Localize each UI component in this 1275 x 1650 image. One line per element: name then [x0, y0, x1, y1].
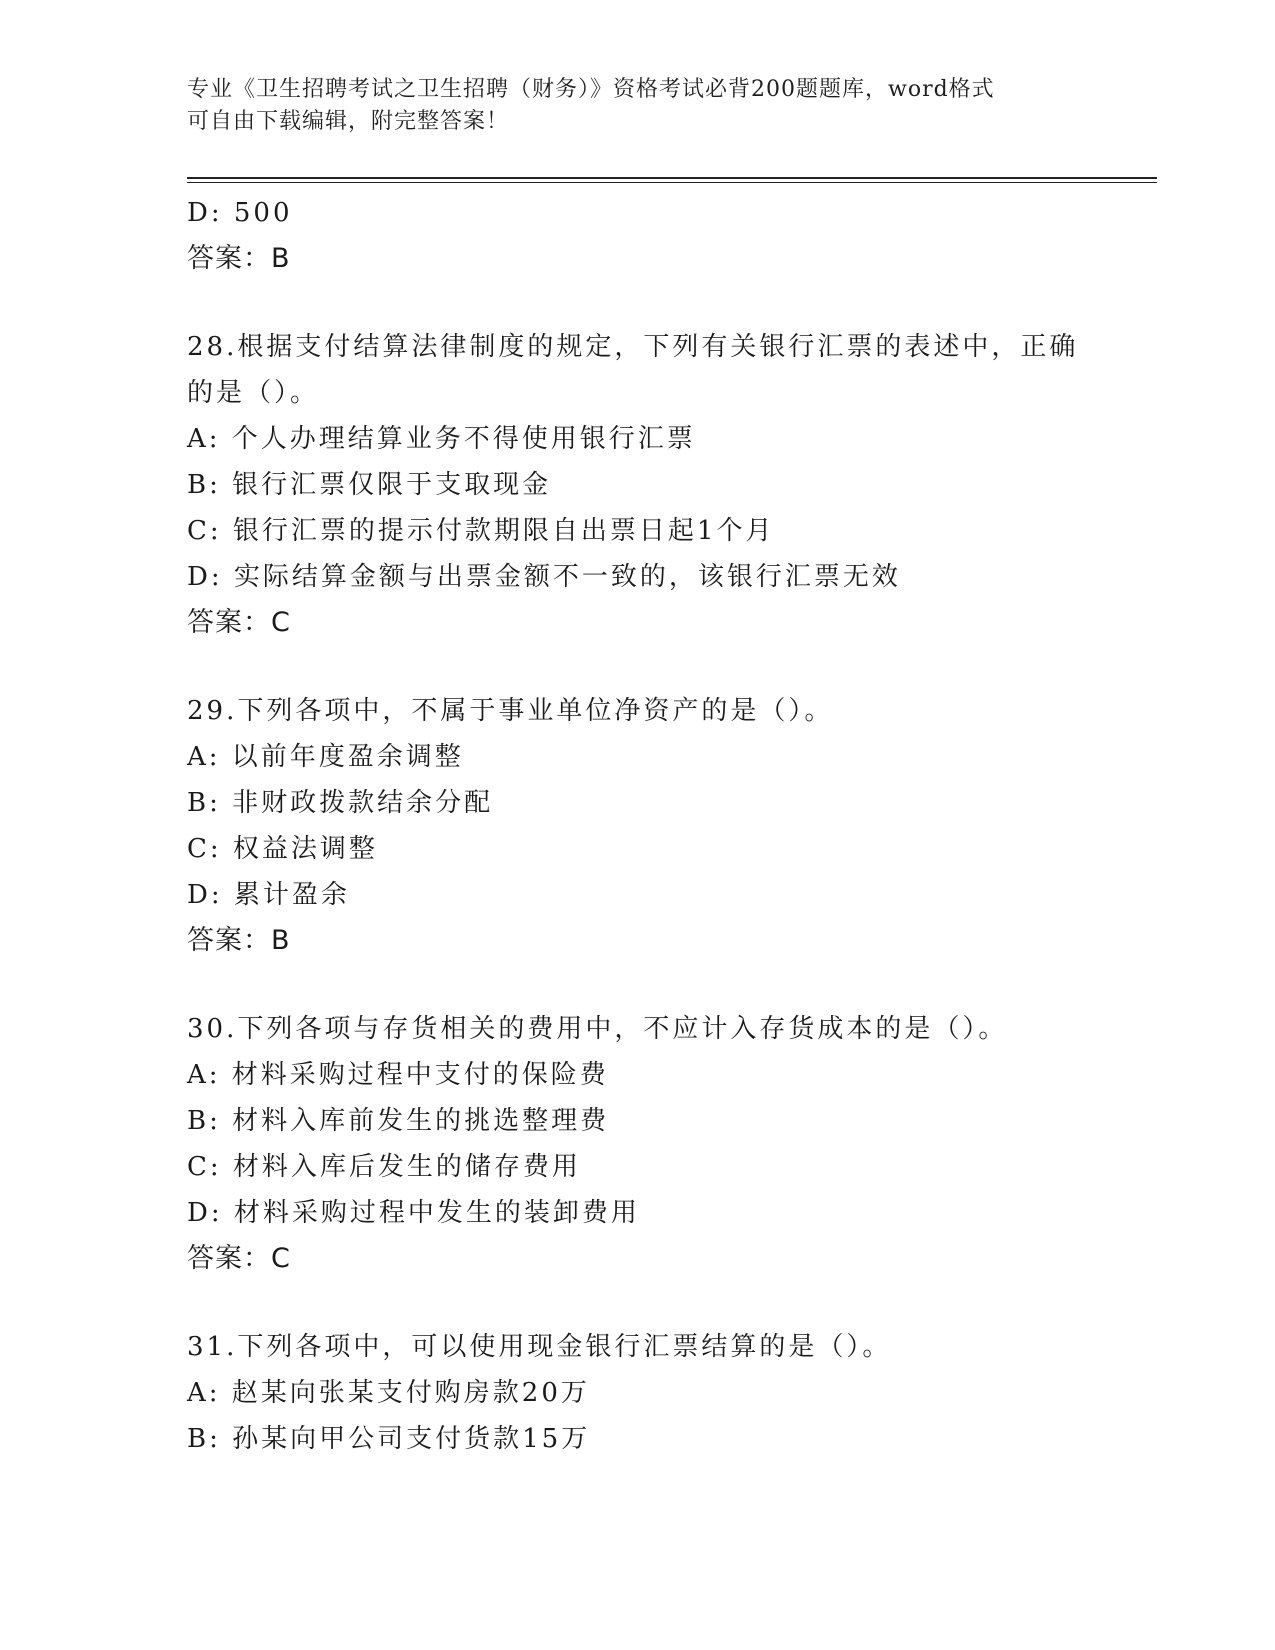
option-b: B: 银行汇票仅限于支取现金 [187, 470, 552, 500]
document-header [187, 74, 1067, 138]
option-b: B: 非财政拨款结余分配 [187, 788, 494, 818]
option-c: C: 材料入库后发生的储存费用 [187, 1152, 581, 1182]
question-29 [187, 688, 1157, 964]
option-d: D: 累计盈余 [187, 880, 350, 910]
option-d: D: 材料采购过程中发生的装卸费用 [187, 1198, 640, 1228]
option-c: C: 权益法调整 [187, 834, 378, 864]
answer-line: 答案：C [187, 1243, 291, 1274]
option-b: B: 孙某向甲公司支付货款15万 [187, 1424, 591, 1454]
question-stem: 31.下列各项中，可以使用现金银行汇票结算的是（）。 [187, 1332, 892, 1362]
header-divider-thin [187, 182, 1157, 183]
question-stem: 28.根据支付结算法律制度的规定，下列有关银行汇票的表述中，正确 [187, 332, 1079, 362]
question-stem-continued: 的是（）。 [187, 378, 320, 408]
option-a: A: 以前年度盈余调整 [187, 742, 464, 772]
answer-line: 答案：B [187, 243, 291, 274]
option-a: A: 材料采购过程中支付的保险费 [187, 1060, 609, 1090]
answer-line: 答案：C [187, 607, 291, 638]
question-stem: 29.下列各项中，不属于事业单位净资产的是（）。 [187, 696, 834, 726]
option-a: A: 赵某向张某支付购房款20万 [187, 1378, 590, 1408]
question-28 [187, 324, 1157, 646]
question-31 [187, 1324, 1157, 1462]
answer-line: 答案：B [187, 925, 291, 956]
option-d: D: 实际结算金额与出票金额不一致的，该银行汇票无效 [187, 562, 901, 592]
header-divider-thick [187, 177, 1157, 179]
question-list [187, 190, 1157, 1462]
previous-question-tail [187, 190, 1157, 282]
question-30 [187, 1006, 1157, 1282]
option-d: D: 500 [187, 198, 293, 228]
option-c: C: 银行汇票的提示付款期限自出票日起1个月 [187, 516, 775, 546]
question-stem: 30.下列各项与存货相关的费用中，不应计入存货成本的是（）。 [187, 1014, 1008, 1044]
header-line-2: 可自由下载编辑，附完整答案！ [187, 109, 510, 134]
header-line-1: 专业《卫生招聘考试之卫生招聘（财务）》资格考试必背200题题库，word格式 [187, 77, 995, 102]
option-b: B: 材料入库前发生的挑选整理费 [187, 1106, 610, 1136]
option-a: A: 个人办理结算业务不得使用银行汇票 [187, 424, 696, 454]
